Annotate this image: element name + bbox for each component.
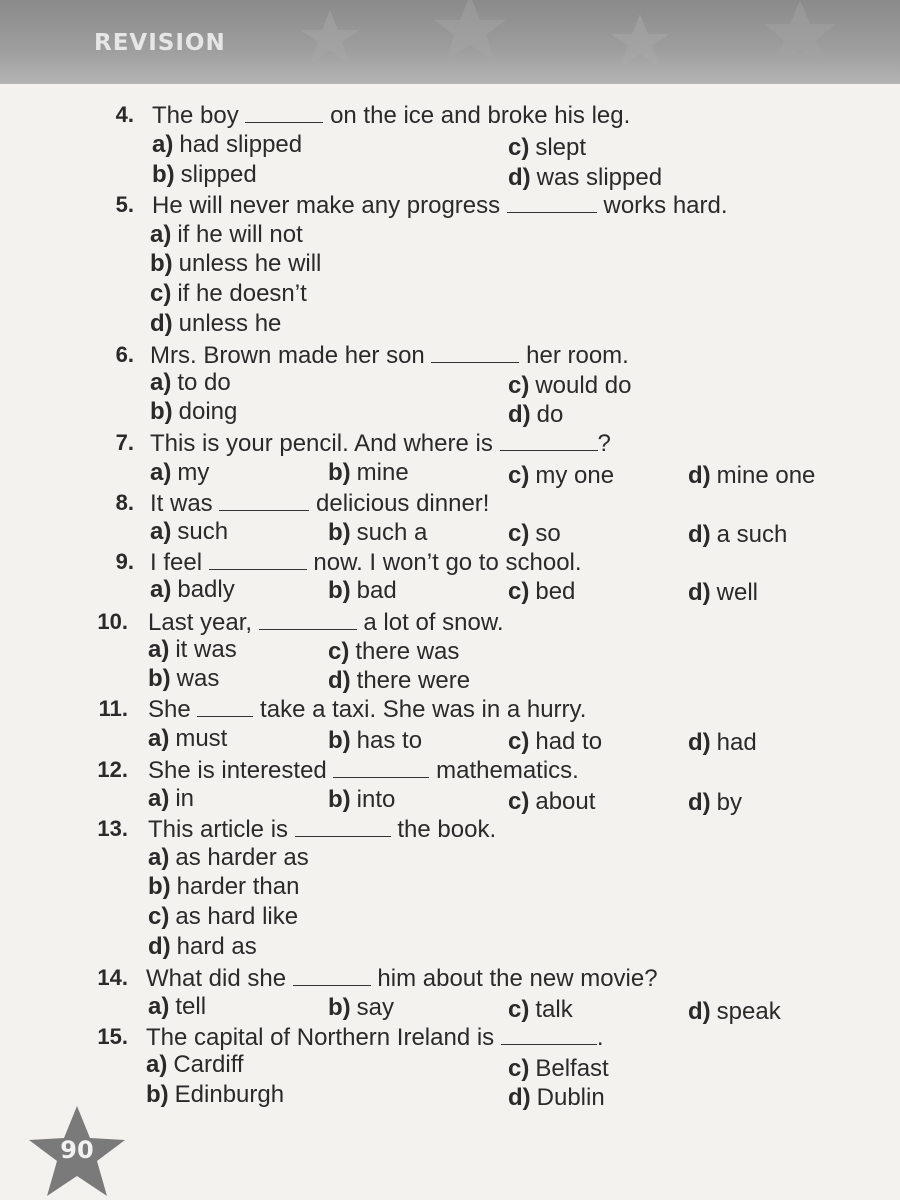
option-text: there was [355, 638, 460, 665]
option-letter: b) [328, 459, 351, 486]
option-letter: b) [146, 1081, 169, 1108]
answer-option[interactable] [150, 575, 235, 605]
question-text-before-gap: I feel [150, 549, 203, 576]
question-text-after-gap: works hard. [603, 192, 728, 219]
question-text-after-gap: him about the new movie? [377, 965, 658, 992]
answer-option[interactable] [148, 635, 237, 665]
option-letter: c) [508, 134, 530, 161]
answer-option[interactable] [148, 902, 298, 932]
option-letter: a) [150, 369, 172, 396]
option-text: would do [535, 372, 632, 399]
answer-blank[interactable] [507, 190, 597, 213]
option-letter: d) [688, 789, 711, 816]
answer-option[interactable] [150, 368, 231, 398]
question-text-after-gap: the book. [397, 816, 497, 843]
option-letter: b) [328, 786, 351, 813]
answer-option[interactable] [508, 577, 575, 607]
answer-blank[interactable] [295, 814, 391, 837]
option-text: as hard like [175, 903, 299, 930]
option-letter: c) [508, 728, 530, 755]
option-letter: a) [150, 221, 172, 248]
option-text: talk [535, 996, 573, 1023]
answer-option[interactable] [508, 400, 563, 430]
answer-option[interactable] [150, 397, 237, 427]
option-letter: d) [328, 667, 351, 694]
option-text: unless he will [178, 250, 322, 277]
option-letter: d) [688, 579, 711, 606]
answer-option[interactable] [148, 932, 257, 962]
option-letter: d) [688, 998, 711, 1025]
answer-option[interactable] [146, 1050, 244, 1080]
answer-option[interactable] [508, 519, 561, 549]
option-letter: a) [150, 576, 172, 603]
answer-option[interactable] [150, 249, 321, 279]
answer-option[interactable] [152, 130, 302, 160]
question-text [146, 1022, 604, 1053]
answer-option[interactable] [688, 728, 757, 758]
option-text: it was [175, 636, 237, 663]
question-number: 15. [97, 1024, 128, 1049]
option-text: slept [535, 134, 587, 161]
option-text: doing [178, 398, 238, 425]
question-text [150, 428, 611, 459]
answer-option[interactable] [508, 1054, 609, 1084]
option-letter: c) [150, 280, 172, 307]
option-letter: d) [688, 521, 711, 548]
answer-option[interactable] [508, 371, 631, 401]
option-text: such [177, 518, 229, 545]
answer-option[interactable] [148, 664, 219, 694]
option-letter: b) [152, 161, 175, 188]
option-text: my [177, 459, 210, 486]
option-letter: c) [508, 462, 530, 489]
option-letter: c) [148, 903, 170, 930]
option-text: in [175, 785, 195, 812]
option-text: slipped [180, 161, 257, 188]
option-text: had [716, 729, 757, 756]
option-text: has to [356, 727, 423, 754]
answer-option[interactable] [328, 666, 470, 696]
answer-option[interactable] [328, 518, 427, 548]
question-text-after-gap: . [596, 1024, 604, 1051]
option-letter: b) [328, 577, 351, 604]
option-text: about [535, 788, 596, 815]
page-number: 90 [60, 1136, 94, 1164]
option-letter: d) [150, 310, 173, 337]
option-text: do [536, 401, 564, 428]
question-text-before-gap: This article is [148, 816, 289, 843]
question-text [150, 340, 629, 371]
option-text: had slipped [179, 131, 303, 158]
option-letter: a) [148, 636, 170, 663]
question-text [148, 607, 504, 638]
section-title: REVISION [94, 30, 226, 56]
option-letter: b) [328, 994, 351, 1021]
question-text-before-gap: It was [150, 490, 213, 517]
answer-option[interactable] [150, 220, 303, 250]
question-number: 9. [115, 549, 134, 574]
question-text-after-gap: her room. [526, 342, 629, 369]
answer-option[interactable] [508, 727, 602, 757]
answer-option[interactable] [328, 637, 459, 667]
option-letter: d) [148, 933, 171, 960]
option-letter: a) [146, 1051, 168, 1078]
answer-blank[interactable] [431, 340, 519, 363]
answer-option[interactable] [328, 993, 394, 1023]
answer-blank[interactable] [209, 547, 307, 570]
question-number: 10. [97, 609, 128, 634]
answer-option[interactable] [688, 520, 787, 550]
question-text [150, 488, 489, 519]
answer-option[interactable] [328, 726, 422, 756]
question-text [152, 190, 728, 221]
option-letter: a) [148, 785, 170, 812]
answer-blank[interactable] [219, 488, 309, 511]
option-letter: a) [152, 131, 174, 158]
question-number: 8. [115, 490, 134, 515]
answer-option[interactable] [148, 784, 194, 814]
question-text-after-gap: take a taxi. She was in a hurry. [260, 696, 587, 723]
answer-option[interactable] [150, 458, 209, 488]
option-letter: b) [328, 519, 351, 546]
answer-option[interactable] [508, 787, 595, 817]
answer-option[interactable] [508, 163, 662, 193]
option-letter: a) [148, 725, 170, 752]
answer-option[interactable] [148, 992, 206, 1022]
option-letter: c) [508, 578, 530, 605]
answer-blank[interactable] [500, 428, 598, 451]
option-text: to do [177, 369, 231, 396]
answer-option[interactable] [688, 578, 758, 608]
option-text: hard as [176, 933, 257, 960]
option-text: if he doesn’t [177, 280, 307, 307]
answer-option[interactable] [148, 724, 227, 754]
question-text-before-gap: What did she [146, 965, 287, 992]
option-text: badly [177, 576, 235, 603]
option-letter: d) [508, 164, 531, 191]
answer-option[interactable] [508, 1083, 605, 1113]
option-letter: c) [508, 1055, 530, 1082]
question-number: 13. [97, 816, 128, 841]
option-letter: c) [508, 520, 530, 547]
question-text-after-gap: ? [597, 430, 611, 457]
page-header [0, 0, 900, 84]
option-letter: d) [688, 462, 711, 489]
option-letter: b) [328, 727, 351, 754]
option-letter: a) [150, 459, 172, 486]
option-text: into [356, 786, 396, 813]
question-text-before-gap: She [148, 696, 191, 723]
answer-option[interactable] [150, 309, 281, 339]
answer-blank[interactable] [197, 694, 253, 717]
option-letter: a) [150, 518, 172, 545]
question-text-before-gap: Mrs. Brown made her son [150, 342, 425, 369]
option-text: by [716, 789, 743, 816]
option-text: bad [356, 577, 397, 604]
question-number: 14. [97, 965, 128, 990]
option-text: a such [716, 521, 788, 548]
option-text: must [175, 725, 228, 752]
question-text [152, 100, 630, 131]
answer-option[interactable] [508, 995, 573, 1025]
answer-option[interactable] [328, 458, 409, 488]
option-text: such a [356, 519, 428, 546]
question-number: 6. [115, 342, 134, 367]
question-number: 5. [115, 192, 134, 217]
question-text [148, 814, 496, 845]
answer-option[interactable] [688, 461, 815, 491]
option-text: Belfast [535, 1055, 609, 1082]
question-text-before-gap: Last year, [148, 609, 253, 636]
answer-option[interactable] [148, 872, 299, 902]
question-number: 7. [115, 430, 134, 455]
option-text: if he will not [177, 221, 303, 248]
option-text: mine [356, 459, 409, 486]
answer-option[interactable] [150, 517, 228, 547]
answer-option[interactable] [152, 160, 257, 190]
option-letter: b) [150, 398, 173, 425]
option-text: speak [716, 998, 781, 1025]
question-number: 4. [115, 102, 134, 127]
option-text: mine one [716, 462, 816, 489]
answer-option[interactable] [688, 788, 742, 818]
option-letter: b) [148, 873, 171, 900]
answer-blank[interactable] [501, 1022, 597, 1045]
option-text: Cardiff [173, 1051, 244, 1078]
question-text [148, 694, 586, 725]
option-text: was [176, 665, 220, 692]
option-text: was slipped [536, 164, 663, 191]
answer-option[interactable] [508, 133, 586, 163]
answer-option[interactable] [508, 461, 614, 491]
question-text-before-gap: She is interested [148, 757, 327, 784]
answer-blank[interactable] [333, 755, 429, 778]
question-text-after-gap: now. I won’t go to school. [313, 549, 582, 576]
option-letter: c) [508, 372, 530, 399]
option-text: Edinburgh [174, 1081, 285, 1108]
answer-option[interactable] [328, 785, 395, 815]
option-letter: a) [148, 844, 170, 871]
answer-option[interactable] [328, 576, 397, 606]
question-text-before-gap: He will never make any progress [152, 192, 501, 219]
option-text: there were [356, 667, 471, 694]
option-letter: b) [150, 250, 173, 277]
question-text-after-gap: delicious dinner! [316, 490, 490, 517]
question-number: 11. [98, 696, 128, 721]
option-text: unless he [178, 310, 282, 337]
question-text-after-gap: mathematics. [436, 757, 579, 784]
question-text-before-gap: The boy [152, 102, 239, 129]
option-text: so [535, 520, 561, 547]
option-letter: a) [148, 993, 170, 1020]
answer-option[interactable] [150, 279, 307, 309]
question-text [150, 547, 582, 578]
option-letter: c) [328, 638, 350, 665]
question-text-after-gap: a lot of snow. [363, 609, 504, 636]
answer-option[interactable] [688, 997, 781, 1027]
option-text: say [356, 994, 395, 1021]
option-letter: d) [508, 401, 531, 428]
option-text: had to [535, 728, 603, 755]
answer-blank[interactable] [259, 607, 357, 630]
question-text-before-gap: The capital of Northern Ireland is [146, 1024, 495, 1051]
option-letter: c) [508, 996, 530, 1023]
option-text: my one [535, 462, 615, 489]
question-text [148, 755, 579, 786]
option-letter: c) [508, 788, 530, 815]
answer-option[interactable] [148, 843, 309, 873]
answer-blank[interactable] [245, 100, 323, 123]
question-text-before-gap: This is your pencil. And where is [150, 430, 493, 457]
option-letter: d) [508, 1084, 531, 1111]
option-letter: b) [148, 665, 171, 692]
answer-option[interactable] [146, 1080, 284, 1110]
option-text: well [716, 579, 758, 606]
option-text: tell [175, 993, 207, 1020]
answer-blank[interactable] [293, 963, 371, 986]
question-text-after-gap: on the ice and broke his leg. [330, 102, 631, 129]
question-number: 12. [97, 757, 128, 782]
option-text: as harder as [175, 844, 309, 871]
option-text: Dublin [536, 1084, 605, 1111]
option-text: harder than [176, 873, 300, 900]
option-letter: d) [688, 729, 711, 756]
option-text: bed [535, 578, 576, 605]
question-text [146, 963, 658, 994]
